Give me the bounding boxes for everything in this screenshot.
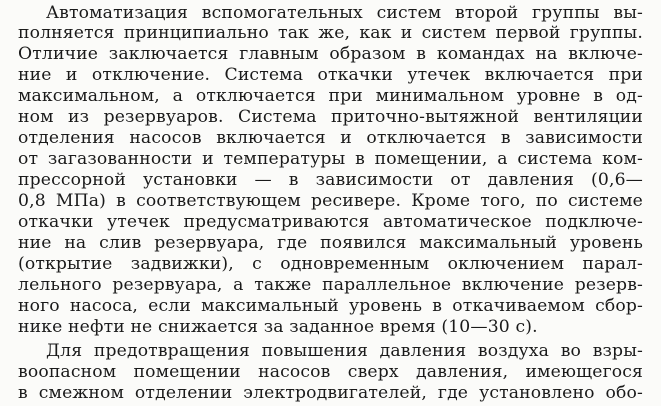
paragraph-1-line-3: Отличие заключается главным образом в командах на включе- <box>18 44 643 64</box>
paragraph-1-line-2: полняется принципиально так же, как и систем первой группы. <box>18 23 643 43</box>
paragraph-1-line-5: максимальном, а отключается при минимальном уровне в од- <box>18 86 643 106</box>
paragraph-1-line-10: 0,8 МПа) в соответствующем ресивере. Кроме того, по системе <box>18 191 643 211</box>
paragraph-1-line-7: отделения насосов включается и отключается в зависимости <box>18 128 643 148</box>
paragraph-1-line-13: (открытие задвижки), с одновременным оключением парал- <box>18 254 643 274</box>
paragraph-1-line-14: лельного резервуара, а также параллельное включение резерв- <box>18 275 643 295</box>
paragraph-1-line-8: от загазованности и температуры в помещении, а система ком- <box>18 149 643 169</box>
paragraph-1-line-4: ние и отключение. Система откачки утечек включается при <box>18 65 643 85</box>
paragraph-1-line-9: прессорной установки — в зависимости от давления (0,6— <box>18 170 643 190</box>
paragraph-1-line-6: ном из резервуаров. Система приточно-вытяжной вентиляции <box>18 107 643 127</box>
paragraph-2-line-2: воопасном помещении насосов сверх давления, имеющегося <box>18 362 643 382</box>
paragraph-1-line-1: Автоматизация вспомогательных систем второй группы вы- <box>46 3 643 23</box>
paragraph-1-line-15: ного насоса, если максимальный уровень в откачиваемом сбор- <box>18 296 643 316</box>
paragraph-1-line-11: откачки утечек предусматриваются автоматическое подключе- <box>18 212 643 232</box>
paragraph-1-line-12: ние на слив резервуара, где появился максимальный уровень <box>18 233 643 253</box>
paragraph-2-line-1: Для предотвращения повышения давления воздуха во взры- <box>46 341 643 361</box>
paragraph-1-line-16: нике нефти не снижается за заданное время (10—30 с). <box>18 317 538 337</box>
paragraph-2-line-3: в смежном отделении электродвигателей, где установлено обо- <box>18 383 643 403</box>
